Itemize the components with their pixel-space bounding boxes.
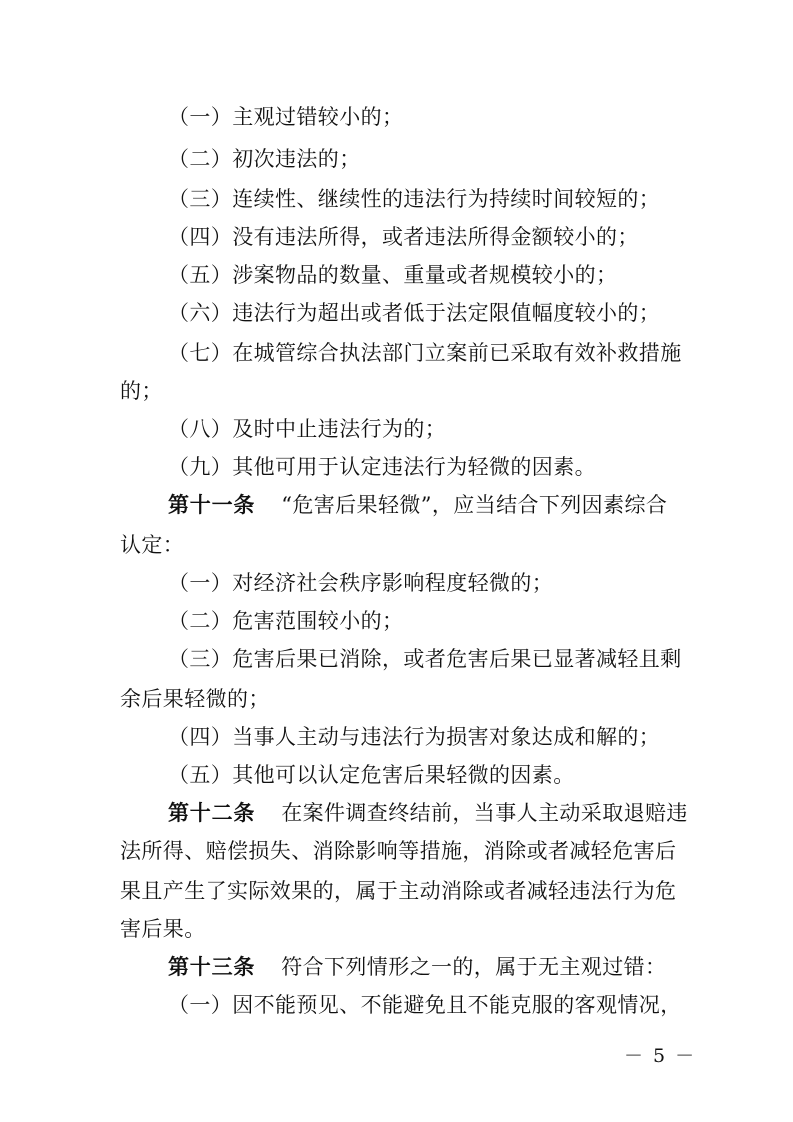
text-line: （五）涉案物品的数量、重量或者规模较小的； xyxy=(168,263,618,287)
text-line: 的； xyxy=(120,379,163,403)
article-text: 在案件调查终结前，当事人主动采取退赔违 xyxy=(281,801,688,825)
text-line: （二）初次违法的； xyxy=(168,147,361,171)
article-paragraph-13 xyxy=(168,954,666,980)
text-line: （四）没有违法所得，或者违法所得金额较小的； xyxy=(168,225,639,249)
article-heading: 第十二条 xyxy=(168,801,256,825)
text-line: 认定： xyxy=(120,533,185,557)
text-line: （六）违法行为超出或者低于法定限值幅度较小的； xyxy=(168,301,661,325)
page-number: － 5 － xyxy=(624,1045,697,1067)
text-line: 害后果。 xyxy=(120,917,206,941)
text-line: （五）其他可以认定危害后果轻微的因素。 xyxy=(168,763,575,787)
text-line: （三）连续性、继续性的违法行为持续时间较短的； xyxy=(168,187,661,211)
text-line: （二）危害范围较小的； xyxy=(168,609,404,633)
article-text: “危害后果轻微”，应当结合下列因素综合 xyxy=(281,493,668,517)
text-line: （四）当事人主动与违法行为损害对象达成和解的； xyxy=(168,725,661,749)
article-paragraph-12 xyxy=(168,800,688,826)
article-text: 符合下列情形之一的，属于无主观过错： xyxy=(281,955,667,979)
text-line: （三）危害后果已消除，或者危害后果已显著减轻且剩 xyxy=(168,647,682,671)
text-line: （一）对经济社会秩序影响程度轻微的； xyxy=(168,571,554,595)
text-line: （七）在城管综合执法部门立案前已采取有效补救措施 xyxy=(168,341,682,365)
text-line: 法所得、赔偿损失、消除影响等措施，消除或者减轻危害后 xyxy=(120,839,677,863)
text-line: （一）主观过错较小的； xyxy=(168,105,404,129)
text-line: （八）及时中止违法行为的； xyxy=(168,417,447,441)
article-heading: 第十三条 xyxy=(168,955,256,979)
text-line: 果且产生了实际效果的，属于主动消除或者减轻违法行为危 xyxy=(120,879,677,903)
text-line: 余后果轻微的； xyxy=(120,687,270,711)
text-line: （一）因不能预见、不能避免且不能克服的客观情况， xyxy=(168,993,682,1017)
article-paragraph-11 xyxy=(168,492,667,518)
article-heading: 第十一条 xyxy=(168,493,256,517)
text-line: （九）其他可用于认定违法行为轻微的因素。 xyxy=(168,455,596,479)
